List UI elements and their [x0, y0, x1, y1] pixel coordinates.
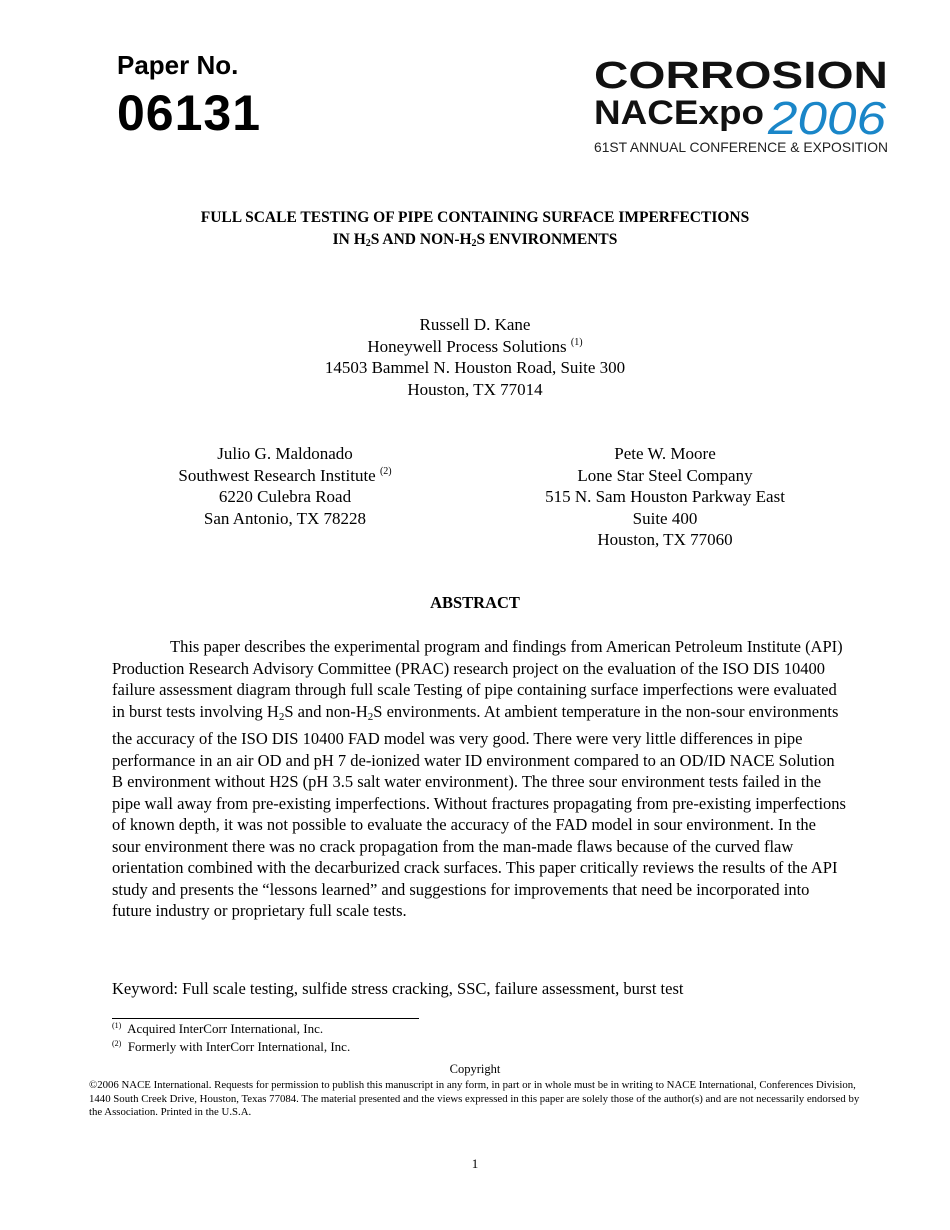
- author-address-line: 515 N. Sam Houston Parkway East: [545, 487, 785, 506]
- author-address-line: 6220 Culebra Road: [218, 487, 352, 506]
- author-address-line: Houston, TX 77060: [597, 530, 733, 549]
- author-organization: Honeywell Process Solutions $^{(1)}$: [367, 336, 583, 356]
- author-organization: Southwest Research Institute $^{(2)}$: [178, 465, 392, 485]
- paper-number: 06131: [117, 85, 262, 141]
- corrosion-nacexpo-logo: [592, 52, 892, 156]
- footnote-ref: (1): [570, 336, 583, 348]
- title-line-2: IN $H_2S$ AND NON-$H_2S$ ENVIRONMENTS: [332, 231, 618, 249]
- page-number: 1: [471, 1156, 479, 1171]
- keywords: Keyword: Full scale testing, sulfide stress cracking, SSC, failure assessment, burst test: [112, 979, 684, 998]
- footnote-ref: (2): [379, 465, 392, 477]
- title-line-1: FULL SCALE TESTING OF PIPE CONTAINING SURFACE IMPERFECTIONS: [200, 209, 750, 226]
- footnote: $^{(2)}$ Formerly with InterCorr International, Inc.: [112, 1039, 351, 1054]
- logo-nacexpo-text: NACExpo: [594, 94, 764, 132]
- logo-tagline-text: 61ST ANNUAL CONFERENCE & EXPOSITION: [594, 139, 888, 155]
- copyright-text: ©2006 NACE International. Requests for permission to publish this manuscript in any form, in part or in whole must be in writing to NACE International, Conferences Division, 1440 South Creek Drive, Houston, Texas 77084. The material presented and the views expressed in this paper are solely those of the author(s) and are not necessarily endorsed by the Association. Printed in the U.S.A.: [89, 1079, 860, 1118]
- footnote-mark: (1): [112, 1021, 122, 1030]
- author-name: Pete W. Moore: [614, 444, 716, 463]
- logo-corrosion-text: CORROSION: [594, 55, 888, 97]
- author-name: Russell D. Kane: [419, 315, 531, 334]
- author-address-line: Suite 400: [632, 508, 698, 528]
- author-address-line: 14503 Bammel N. Houston Road, Suite 300: [324, 358, 626, 377]
- abstract-paragraph: This paper describes the experimental program and findings from American Petroleum Institute (API) Production Research Advisory Committee (PRAC) research project on the evaluation of the ISO DIS 10400 failure assessment diagram through full scale Testing of pipe containing surface imperfections were evaluated in burst tests involving $H_2S$ and non-$H_2S$ environments. At ambient temperature in the non-sour environments the accuracy of the ISO DIS 10400 FAD model was very good. There were very little differences in pipe performance in an air OD and pH 7 de-ionized water ID environment compared to an OD/ID NACE Solution B environment without H2S (pH 3.5 salt water environment). The three sour environment tests failed in the pipe wall away from pre-existing imperfections. Without fractures propagating from pre-existing imperfections of known depth, it was not possible to evaluate the accuracy of the FAD model in sour environment. In the sour environment there was no crack propagation from the man-made flaws because of the curved flaw orientation combined with the decarburized crack surfaces. This paper critically reviews the results of the API study and presents the “lessons learned” and suggestions for improvements that need be incorporated into future industry or proprietary full scale tests.: [112, 637, 846, 920]
- main-author-block: [200, 314, 750, 400]
- copyright-title: Copyright: [449, 1062, 501, 1076]
- author-name: Julio G. Maldonado: [217, 444, 353, 463]
- abstract-body: [112, 636, 847, 922]
- abstract-heading: ABSTRACT: [430, 593, 520, 612]
- author-address-line: San Antonio, TX 78228: [203, 508, 367, 528]
- logo-year-text: 2006: [766, 92, 887, 144]
- paper-label: Paper No.: [117, 50, 239, 80]
- author-organization: Lone Star Steel Company: [577, 465, 753, 485]
- footnote-mark: (2): [112, 1039, 122, 1048]
- paper-title: [80, 207, 870, 255]
- footnote: $^{(1)}$ Acquired InterCorr International, Inc.: [112, 1021, 324, 1036]
- footnote-divider: [112, 1018, 419, 1019]
- author-address-line: Houston, TX 77014: [407, 379, 543, 399]
- right-author-block: [500, 443, 830, 551]
- left-author-block: [130, 443, 440, 529]
